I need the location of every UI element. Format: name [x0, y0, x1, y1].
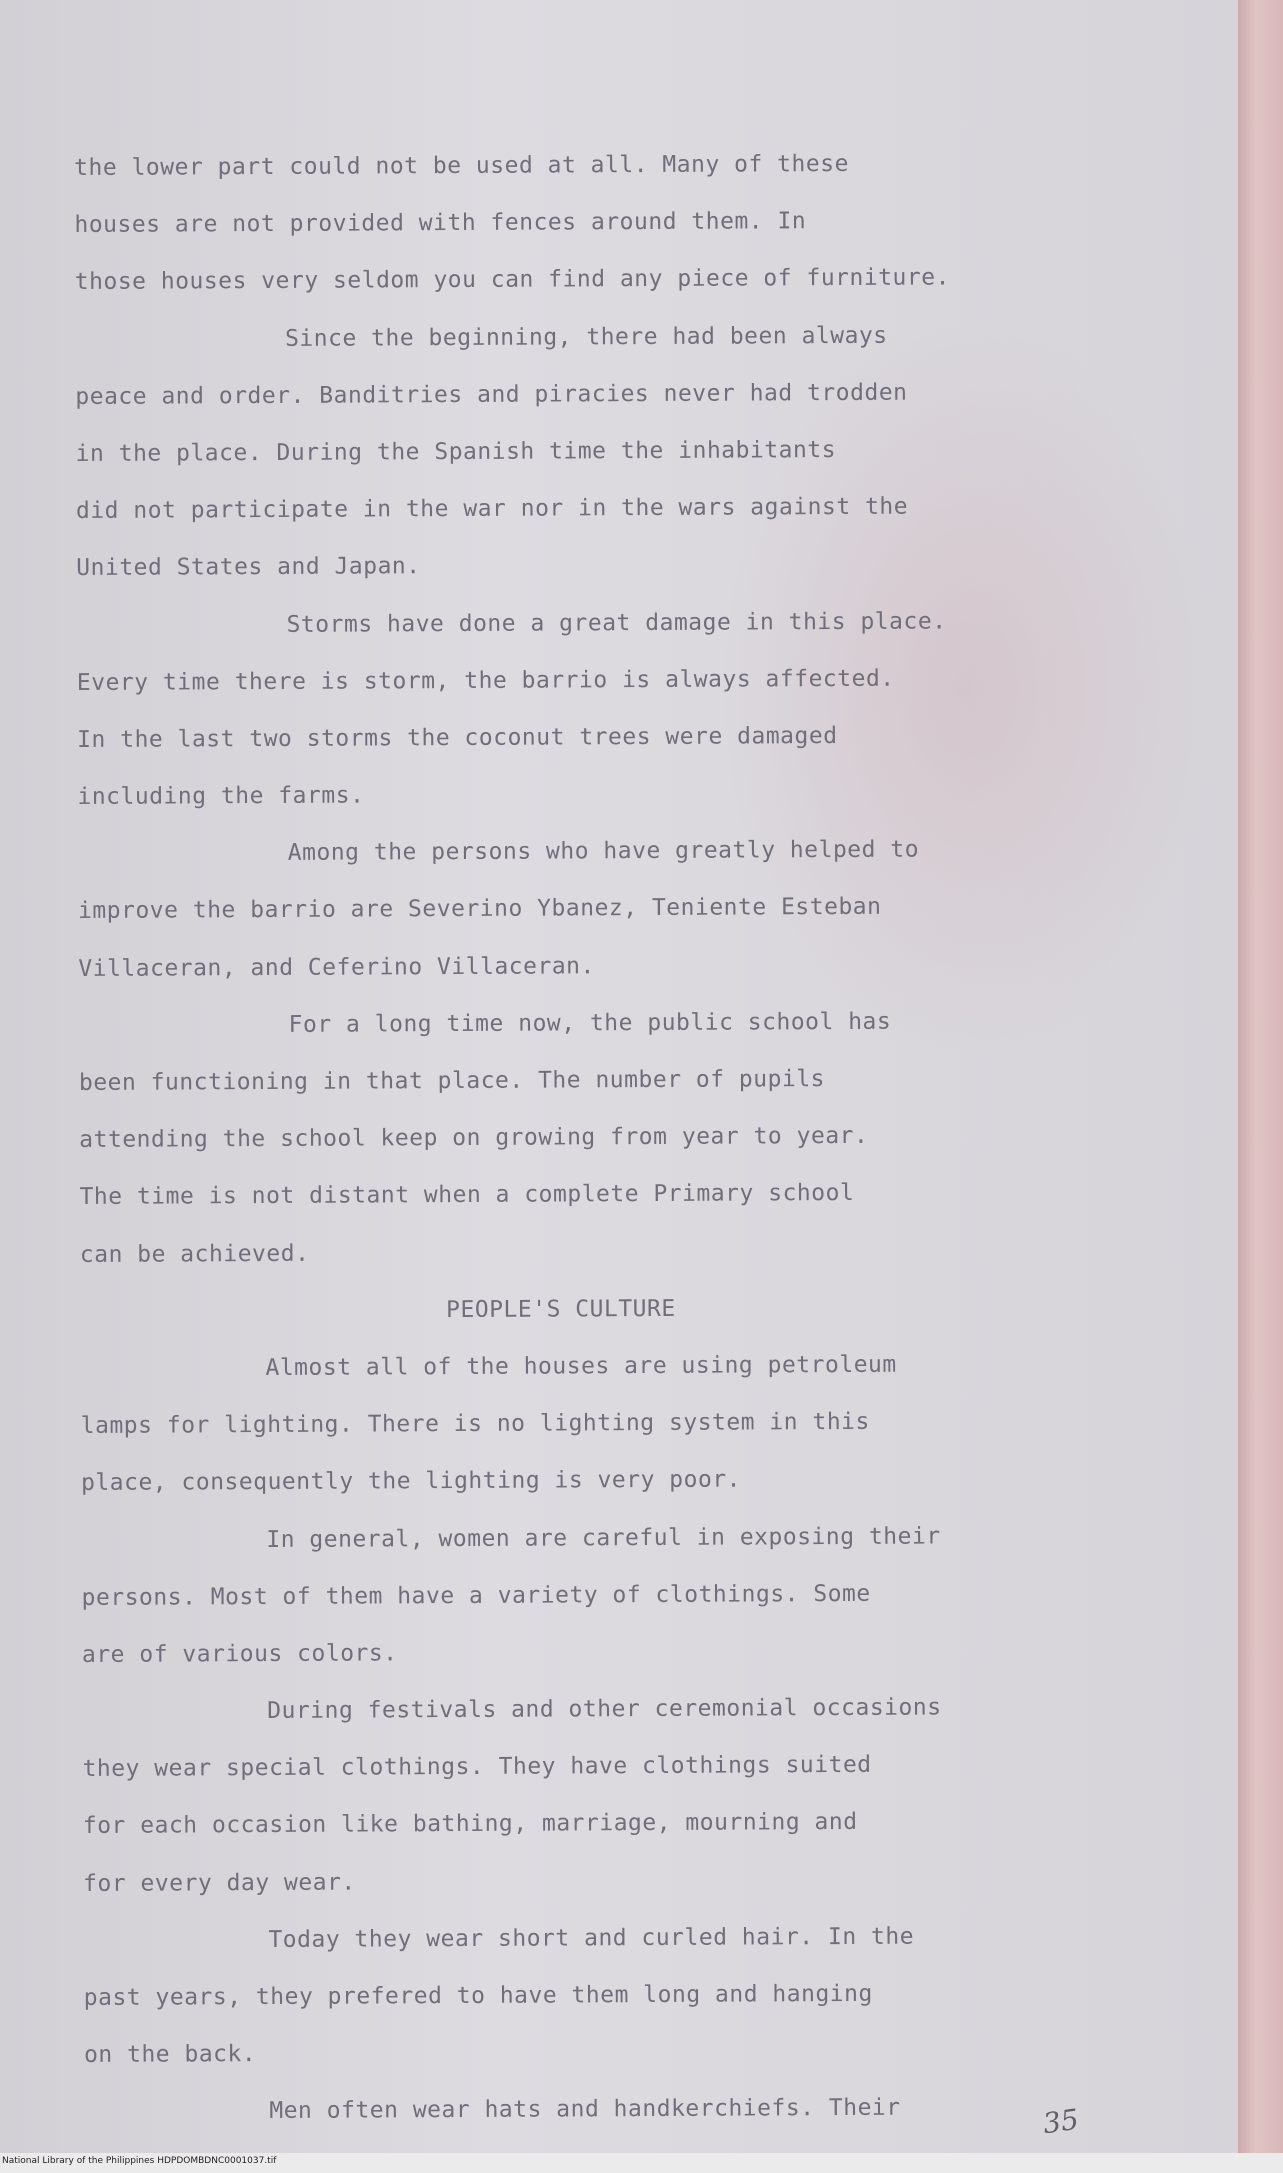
- text-line: In general, women are careful in exposing their: [266, 1522, 941, 1553]
- text-line: in the place. During the Spanish time the inhabitants: [75, 436, 837, 467]
- text-line: United States and Japan.: [76, 553, 421, 582]
- text-line: Almost all of the houses are using petroleum: [265, 1351, 897, 1381]
- text-line: houses are not provided with fences around them. In: [74, 208, 807, 239]
- text-line: Since the beginning, there had been always: [284, 322, 888, 352]
- text-line: Storms have done a great damage in this place.: [286, 607, 947, 638]
- text-line: peace and order. Banditries and piracies never had trodden: [75, 379, 908, 410]
- text-line: Every time there is storm, the barrio is always affected.: [76, 665, 895, 696]
- text-line: place, consequently the lighting is very poor.: [80, 1466, 742, 1497]
- page-number: 35: [1040, 2102, 1081, 2141]
- footer-caption: National Library of the Philippines HDPDOMBDNC0001037.tif: [2, 2156, 277, 2166]
- text-line: on the back.: [83, 2041, 257, 2069]
- text-line: been functioning in that place. The number of pupils: [78, 1066, 826, 1096]
- text-line: those houses very seldom you can find any piece of furniture.: [74, 264, 950, 296]
- text-line: The time is not distant when a complete Primary school: [79, 1180, 855, 1211]
- text-line: attending the school keep on growing from year to year.: [79, 1123, 869, 1154]
- text-line: the lower part could not be used at all. Many of these: [74, 150, 849, 181]
- text-line: Among the persons who have greatly helped to: [287, 836, 920, 867]
- text-line: In the last two storms the coconut trees were damaged: [77, 722, 838, 753]
- text-line: improve the barrio are Severino Ybanez, Teniente Esteban: [77, 894, 882, 925]
- text-line: can be achieved.: [79, 1240, 310, 1268]
- text-line: Today they wear short and curled hair. In the: [268, 1923, 915, 1953]
- text-line: For a long time now, the public school has: [288, 1008, 892, 1038]
- text-line: are of various colors.: [81, 1640, 398, 1668]
- section-heading: PEOPLE'S CULTURE: [446, 1295, 676, 1323]
- text-line: did not participate in the war nor in the wars against the: [75, 493, 909, 525]
- text-line: they wear special clothings. They have clothings suited: [82, 1752, 872, 1783]
- text-line: Villaceran, and Ceferino Villaceran.: [78, 952, 595, 982]
- text-line: past years, they prefered to have them long and hanging: [83, 1980, 873, 2011]
- text-line: for each occasion like bathing, marriage, mourning and: [82, 1809, 858, 1840]
- text-line: persons. Most of them have a variety of clothings. Some: [81, 1580, 871, 1611]
- text-line: During festivals and other ceremonial occasions: [267, 1694, 942, 1725]
- text-line: Men often wear hats and handkerchiefs. Their: [269, 2095, 901, 2125]
- text-line: including the farms.: [77, 782, 365, 811]
- text-line: for every day wear.: [83, 1869, 356, 1897]
- text-line: lamps for lighting. There is no lighting system in this: [80, 1408, 870, 1440]
- typed-text-block: [74, 134, 1144, 2141]
- page-edge: [1238, 0, 1283, 2153]
